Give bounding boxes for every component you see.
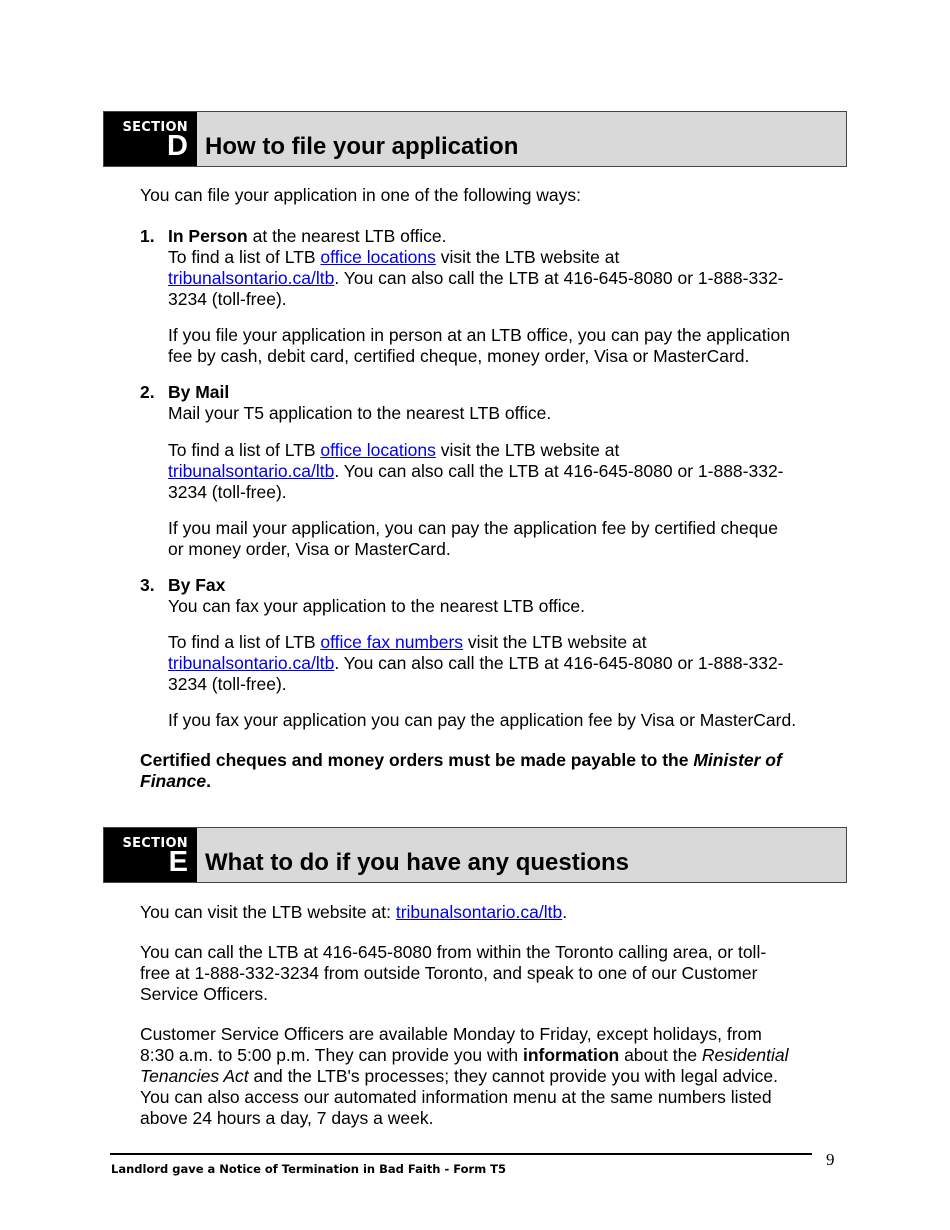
- payable-note-italic: Minister of: [693, 750, 782, 770]
- find-prefix: To find a list of LTB: [168, 440, 321, 460]
- section-d-header: [103, 111, 847, 167]
- tribunal-website-link[interactable]: tribunalsontario.ca/ltb: [168, 268, 335, 288]
- cso-text: about the: [619, 1045, 702, 1065]
- cso-line: You can also access our automated information menu at the same numbers listed: [140, 1087, 772, 1107]
- section-label: SECTION: [122, 120, 188, 135]
- tribunal-website-link[interactable]: tribunalsontario.ca/ltb: [395, 902, 563, 922]
- section-title: What to do if you have any questions: [205, 849, 630, 876]
- call-line-2: 3234 (toll-free).: [168, 482, 287, 502]
- item-heading-text: By Mail: [168, 382, 230, 402]
- cso-text: and the LTB's processes; they cannot provide you with legal advice.: [248, 1066, 778, 1086]
- item-heading: [168, 382, 229, 404]
- find-suffix: visit the LTB website at: [463, 632, 647, 652]
- section-e-header: [103, 827, 847, 883]
- call-paragraph-line: free at 1-888-332-3234 from outside Toronto, and speak to one of our Customer: [140, 963, 758, 983]
- call-line: [168, 268, 784, 290]
- find-suffix: visit the LTB website at: [435, 247, 620, 267]
- item-heading-line: [168, 226, 447, 248]
- visit-suffix: .: [562, 902, 568, 922]
- cso-line: [140, 1045, 789, 1067]
- footer-rule: [110, 1153, 812, 1155]
- cso-line: above 24 hours a day, 7 days a week.: [140, 1108, 434, 1128]
- cso-italic: Residential: [701, 1045, 789, 1065]
- section-e-tag: [104, 828, 197, 882]
- office-locations-link[interactable]: office locations: [320, 440, 436, 460]
- find-line: [168, 440, 619, 462]
- find-suffix: visit the LTB website at: [435, 440, 620, 460]
- section-d-tag: [104, 112, 197, 166]
- section-d-intro: You can file your application in one of the following ways:: [140, 185, 582, 205]
- section-label: SECTION: [122, 836, 188, 851]
- section-letter: E: [168, 846, 188, 878]
- item-heading-text: By Fax: [168, 575, 226, 595]
- fee-line: If you mail your application, you can pay the application fee by certified cheque: [168, 518, 778, 538]
- cso-line: Customer Service Officers are available Monday to Friday, except holidays, from: [140, 1024, 762, 1044]
- call-paragraph-line: You can call the LTB at 416-645-8080 from within the Toronto calling area, or toll-: [140, 942, 767, 962]
- cso-text: 8:30 a.m. to 5:00 p.m. They can provide you with: [140, 1045, 523, 1065]
- fee-line: or money order, Visa or MasterCard.: [168, 539, 451, 559]
- call-line-2: 3234 (toll-free).: [168, 674, 287, 694]
- payable-note-2: [140, 771, 211, 793]
- find-prefix: To find a list of LTB: [168, 247, 321, 267]
- item-heading: In Person: [168, 226, 248, 246]
- find-prefix: To find a list of LTB: [168, 632, 321, 652]
- fee-line: If you fax your application you can pay the application fee by Visa or MasterCard.: [168, 710, 797, 730]
- visit-line: [140, 902, 567, 924]
- section-title: How to file your application: [205, 133, 519, 160]
- office-fax-numbers-link[interactable]: office fax numbers: [320, 632, 464, 652]
- footer-text: Landlord gave a Notice of Termination in Bad Faith - Form T5: [111, 1162, 507, 1176]
- fee-line: If you file your application in person at an LTB office, you can pay the application: [168, 325, 790, 345]
- item-number: 1.: [140, 226, 155, 246]
- cso-line: [140, 1066, 778, 1088]
- item-line: Mail your T5 application to the nearest LTB office.: [168, 403, 552, 423]
- section-letter: D: [167, 130, 188, 162]
- call-text: . You can also call the LTB at 416-645-8080 or 1-888-332-: [334, 268, 784, 288]
- find-line: [168, 632, 647, 654]
- tribunal-website-link[interactable]: tribunalsontario.ca/ltb: [168, 653, 335, 673]
- call-text: . You can also call the LTB at 416-645-8080 or 1-888-332-: [334, 461, 784, 481]
- call-line: [168, 461, 784, 483]
- payable-note-end: .: [206, 771, 212, 791]
- item-number: 3.: [140, 575, 155, 595]
- payable-note-text: Certified cheques and money orders must be made payable to the: [140, 750, 694, 770]
- item-number: 2.: [140, 382, 155, 402]
- cso-bold: information: [522, 1045, 620, 1065]
- payable-note-italic: Finance: [140, 771, 207, 791]
- item-line: You can fax your application to the nearest LTB office.: [168, 596, 586, 616]
- cso-italic: Tenancies Act: [140, 1066, 249, 1086]
- office-locations-link[interactable]: office locations: [320, 247, 436, 267]
- page-number: 9: [826, 1150, 835, 1169]
- call-text: . You can also call the LTB at 416-645-8080 or 1-888-332-: [334, 653, 784, 673]
- item-heading-rest: at the nearest LTB office.: [247, 226, 447, 246]
- tribunal-website-link[interactable]: tribunalsontario.ca/ltb: [168, 461, 335, 481]
- call-line-2: 3234 (toll-free).: [168, 289, 287, 309]
- find-line: [168, 247, 619, 269]
- fee-line: fee by cash, debit card, certified cheque, money order, Visa or MasterCard.: [168, 346, 750, 366]
- call-paragraph-line: Service Officers.: [140, 984, 269, 1004]
- payable-note: [140, 750, 782, 772]
- item-heading: [168, 575, 225, 597]
- call-line: [168, 653, 784, 675]
- visit-prefix: You can visit the LTB website at:: [140, 902, 396, 922]
